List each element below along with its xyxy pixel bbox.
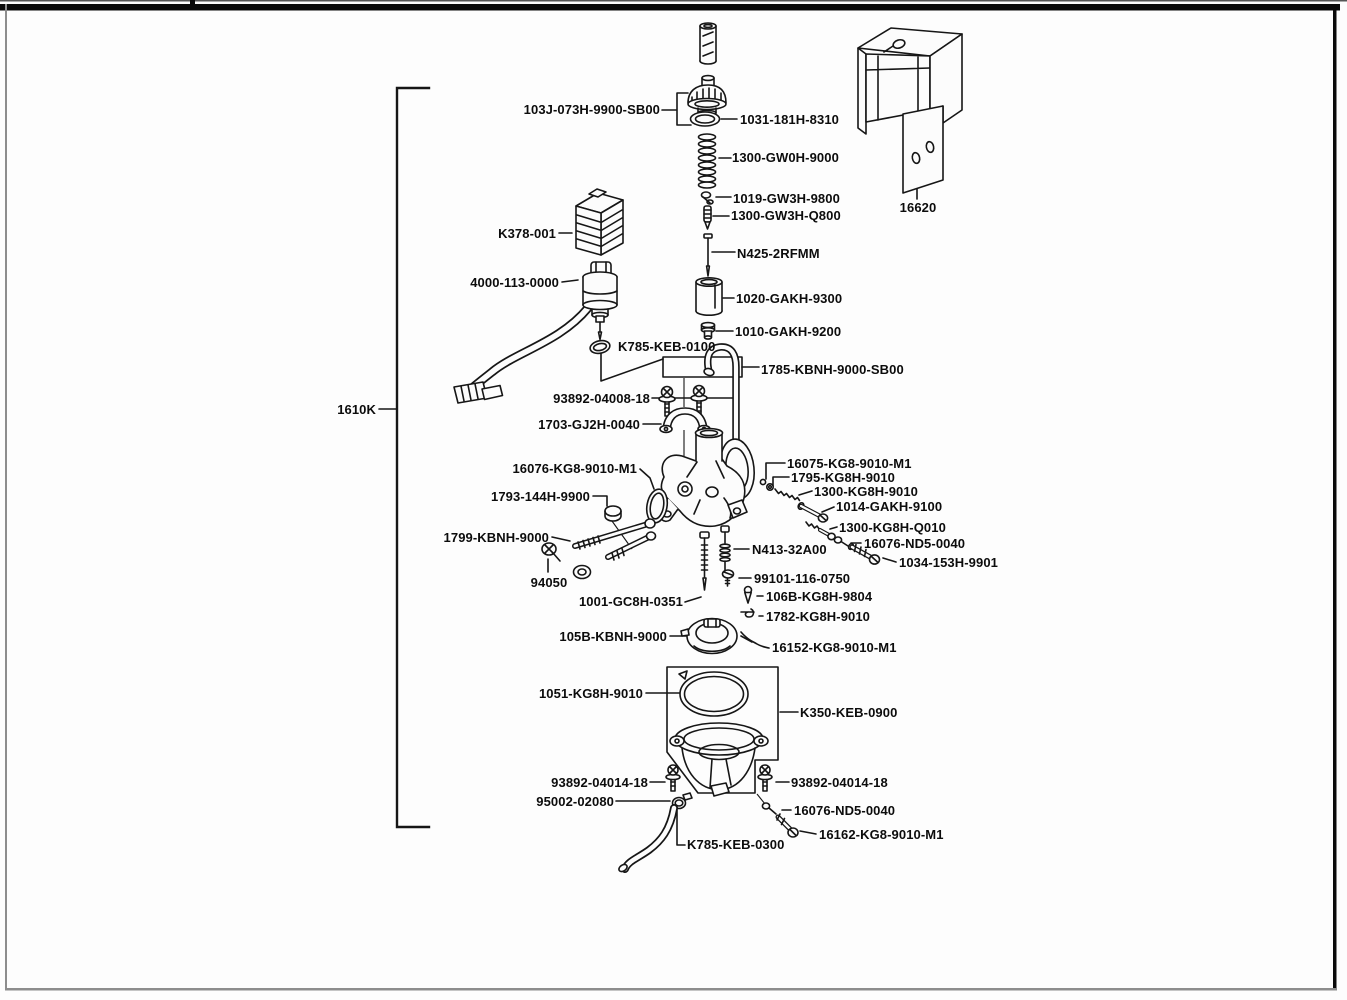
part-label-16076-ND5-0040-b: 16076-ND5-0040 (794, 803, 896, 818)
cap-gasket-icon (691, 112, 720, 126)
part-label-1300-KG8H-Q010: 1300-KG8H-Q010 (839, 520, 946, 535)
part-label-1020-GAKH-9300: 1020-GAKH-9300 (736, 291, 843, 306)
part-label-1001-GC8H-0351: 1001-GC8H-0351 (578, 594, 683, 609)
page-bottom-rule (5, 988, 1337, 991)
part-label-N413-32A00: N413-32A00 (752, 542, 827, 557)
part-label-K785-KEB-0300: K785-KEB-0300 (687, 837, 785, 852)
part-label-1034-153H-9901: 1034-153H-9901 (899, 555, 998, 570)
part-label-1014-GAKH-9100: 1014-GAKH-9100 (836, 499, 943, 514)
part-label-95002-02080: 95002-02080 (536, 794, 614, 809)
part-label-99101-116-0750: 99101-116-0750 (754, 571, 851, 586)
page-right-rule (1333, 4, 1337, 989)
part-label-1300-GW3H-Q800: 1300-GW3H-Q800 (731, 208, 841, 223)
page-top-rule (0, 4, 1340, 11)
part-label-1010-GAKH-9200: 1010-GAKH-9200 (735, 324, 842, 339)
part-label-K350-KEB-0900: K350-KEB-0900 (800, 705, 898, 720)
part-label-1782-KG8H-9010: 1782-KG8H-9010 (766, 609, 871, 624)
part-label-1031-181H-8310: 1031-181H-8310 (740, 112, 839, 127)
part-label-93892-04014-18-l: 93892-04014-18 (551, 775, 648, 790)
part-label-16075-KG8-9010-M1: 16075-KG8-9010-M1 (787, 456, 912, 471)
part-label-1785-KBNH-9000-SB00: 1785-KBNH-9000-SB00 (761, 362, 904, 377)
part-label-1799-KBNH-9000: 1799-KBNH-9000 (443, 530, 549, 545)
throttle-slide-icon (696, 278, 722, 315)
part-label-K378-001: K378-001 (498, 226, 556, 241)
part-label-K785-KEB-0100: K785-KEB-0100 (618, 339, 716, 354)
part-label-94050: 94050 (530, 575, 568, 590)
group-label-1610K: 1610K (337, 402, 376, 417)
part-label-16152-KG8-9010-M1: 16152-KG8-9010-M1 (772, 640, 897, 655)
part-label-16076-KG8-9010-M1: 16076-KG8-9010-M1 (512, 461, 637, 476)
part-label-1703-GJ2H-0040: 1703-GJ2H-0040 (538, 417, 640, 432)
page-left-rule (5, 4, 7, 989)
part-label-N425-2RFMM: N425-2RFMM (737, 246, 820, 261)
part-label-1019-GW3H-9800: 1019-GW3H-9800 (733, 191, 840, 206)
part-label-105B-KBNH-9000: 105B-KBNH-9000 (559, 629, 667, 644)
page-top-edge (0, 0, 1347, 2)
part-label-93892-04008-18: 93892-04008-18 (553, 391, 650, 406)
part-label-16620: 16620 (899, 200, 937, 215)
part-label-1051-KG8H-9010: 1051-KG8H-9010 (538, 686, 643, 701)
part-label-93892-04014-18-r: 93892-04014-18 (791, 775, 888, 790)
part-label-103J-073H-9900-SB00: 103J-073H-9900-SB00 (523, 102, 660, 117)
part-label-1795-KG8H-9010: 1795-KG8H-9010 (791, 470, 896, 485)
part-label-16162-KG8-9010-M1: 16162-KG8-9010-M1 (819, 827, 944, 842)
part-label-16076-ND5-0040-a: 16076-ND5-0040 (864, 536, 966, 551)
part-label-4000-113-0000: 4000-113-0000 (470, 275, 559, 290)
part-label-1300-KG8H-9010: 1300-KG8H-9010 (814, 484, 919, 499)
part-label-106B-KG8H-9804: 106B-KG8H-9804 (766, 589, 873, 604)
part-label-1793-144H-9900: 1793-144H-9900 (491, 489, 590, 504)
part-label-1300-GW0H-9000: 1300-GW0H-9000 (732, 150, 839, 165)
cable-adjuster-tube-icon (700, 23, 716, 64)
